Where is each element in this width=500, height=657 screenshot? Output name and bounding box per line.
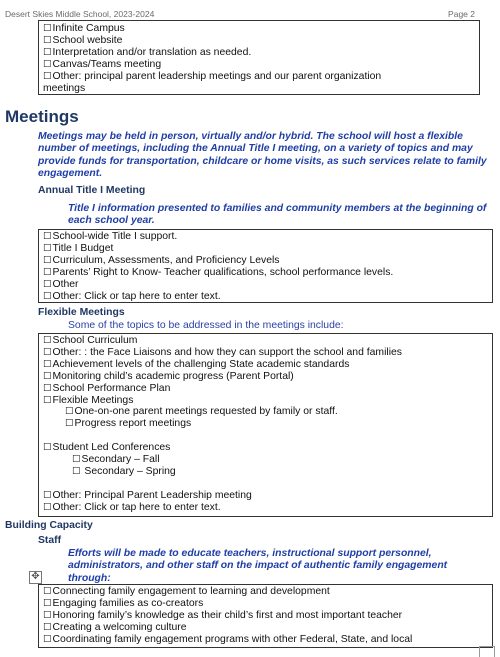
checkbox-item[interactable]: ☐ Other — [43, 279, 492, 291]
checkbox-item[interactable]: ☐ Infinite Campus — [43, 23, 479, 35]
meetings-heading: Meetings — [5, 107, 79, 126]
four-arrows-move-icon[interactable]: ✥ — [29, 571, 42, 584]
page-number: Page 2 — [448, 9, 475, 19]
checkbox-item[interactable]: ☐ Honoring family’s knowledge as their child’s first and most important teacher — [43, 610, 492, 622]
flexible-meetings-topics-box — [38, 333, 493, 517]
checkbox-item[interactable]: ☐ One-on-one parent meetings requested by family or staff. — [43, 406, 492, 418]
meetings-intro: Meetings may be held in person, virtually and/or hybrid. The school will host a flexible number of meetings, including the Annual Title I meeting, on a variety of topics and may provide funds for transportation, childcare or home visits, as such services relate to family engagement. — [38, 131, 487, 180]
flexible-meetings-title: Flexible Meetings — [38, 307, 125, 318]
checkbox-item[interactable]: ☐ Secondary – Spring — [43, 466, 492, 478]
page-header — [5, 9, 475, 19]
staff-topics-box — [38, 584, 493, 648]
communication-methods-box — [38, 20, 480, 95]
checkbox-item[interactable]: ☐ Other: principal parent leadership meetings and our parent organization — [43, 71, 479, 83]
building-capacity-heading: Building Capacity — [5, 520, 93, 531]
staff-subheading: Staff — [38, 535, 62, 546]
flexible-meetings-desc: Some of the topics to be addressed in the meetings include: — [68, 320, 344, 331]
staff-desc: Efforts will be made to educate teachers, instructional support personnel, administrators, and other staff on the impact of authentic family engagement through: — [68, 548, 448, 584]
checkbox-item[interactable]: ☐ Other: Click or tap here to enter text. — [43, 502, 492, 514]
checkbox-item[interactable]: ☐ Achievement levels of the challenging State academic standards — [43, 359, 492, 371]
checkbox-item[interactable]: ☐ Creating a welcoming culture — [43, 622, 492, 634]
checkbox-item[interactable]: ☐ Connecting family engagement to learning and development — [43, 586, 492, 598]
checkbox-item[interactable]: ☐ Interpretation and/or translation as needed. — [43, 47, 479, 59]
checkbox-item[interactable]: ☐ Other: : the Face Liaisons and how they can support the school and families — [43, 347, 492, 359]
checkbox-item[interactable]: ☐ Monitoring child’s academic progress (Parent Portal) — [43, 371, 492, 383]
annual-meeting-topics-box — [38, 229, 493, 303]
annual-meeting-desc: Title I information presented to families and community members at the beginning of each school year. — [68, 203, 487, 227]
checkbox-item[interactable]: ☐ Secondary – Fall — [43, 454, 492, 466]
checkbox-item[interactable]: ☐ Other: Click or tap here to enter text. — [43, 291, 492, 303]
page-corner-mark — [479, 646, 495, 657]
checkbox-item[interactable]: ☐ Flexible Meetings — [43, 395, 492, 407]
checkbox-item[interactable]: ☐ School Curriculum — [43, 335, 492, 347]
checkbox-item[interactable]: ☐ Progress report meetings — [43, 418, 492, 430]
checkbox-item[interactable]: ☐ Parents’ Right to Know- Teacher qualifications, school performance levels. — [43, 267, 492, 279]
checkbox-item[interactable]: ☐ Coordinating family engagement programs with other Federal, State, and local — [43, 634, 492, 646]
checkbox-item[interactable]: ☐ Curriculum, Assessments, and Proficiency Levels — [43, 255, 492, 267]
checkbox-item[interactable]: ☐ Other: Principal Parent Leadership meeting — [43, 490, 492, 502]
checkbox-item[interactable]: ☐ School-wide Title I support. — [43, 231, 492, 243]
checkbox-item-continuation: meetings — [43, 82, 86, 94]
checkbox-item[interactable]: ☐ Title I Budget — [43, 243, 492, 255]
checkbox-item[interactable]: ☐ Canvas/Teams meeting — [43, 59, 479, 71]
checkbox-item[interactable]: ☐ School Performance Plan — [43, 383, 492, 395]
checkbox-item[interactable]: ☐ Engaging families as co-creators — [43, 598, 492, 610]
checkbox-item[interactable]: ☐ Student Led Conferences — [43, 442, 492, 454]
school-name: Desert Skies Middle School, 2023-2024 — [5, 9, 155, 19]
checkbox-item[interactable]: ☐ School website — [43, 35, 479, 47]
annual-meeting-title: Annual Title I Meeting — [38, 185, 146, 196]
